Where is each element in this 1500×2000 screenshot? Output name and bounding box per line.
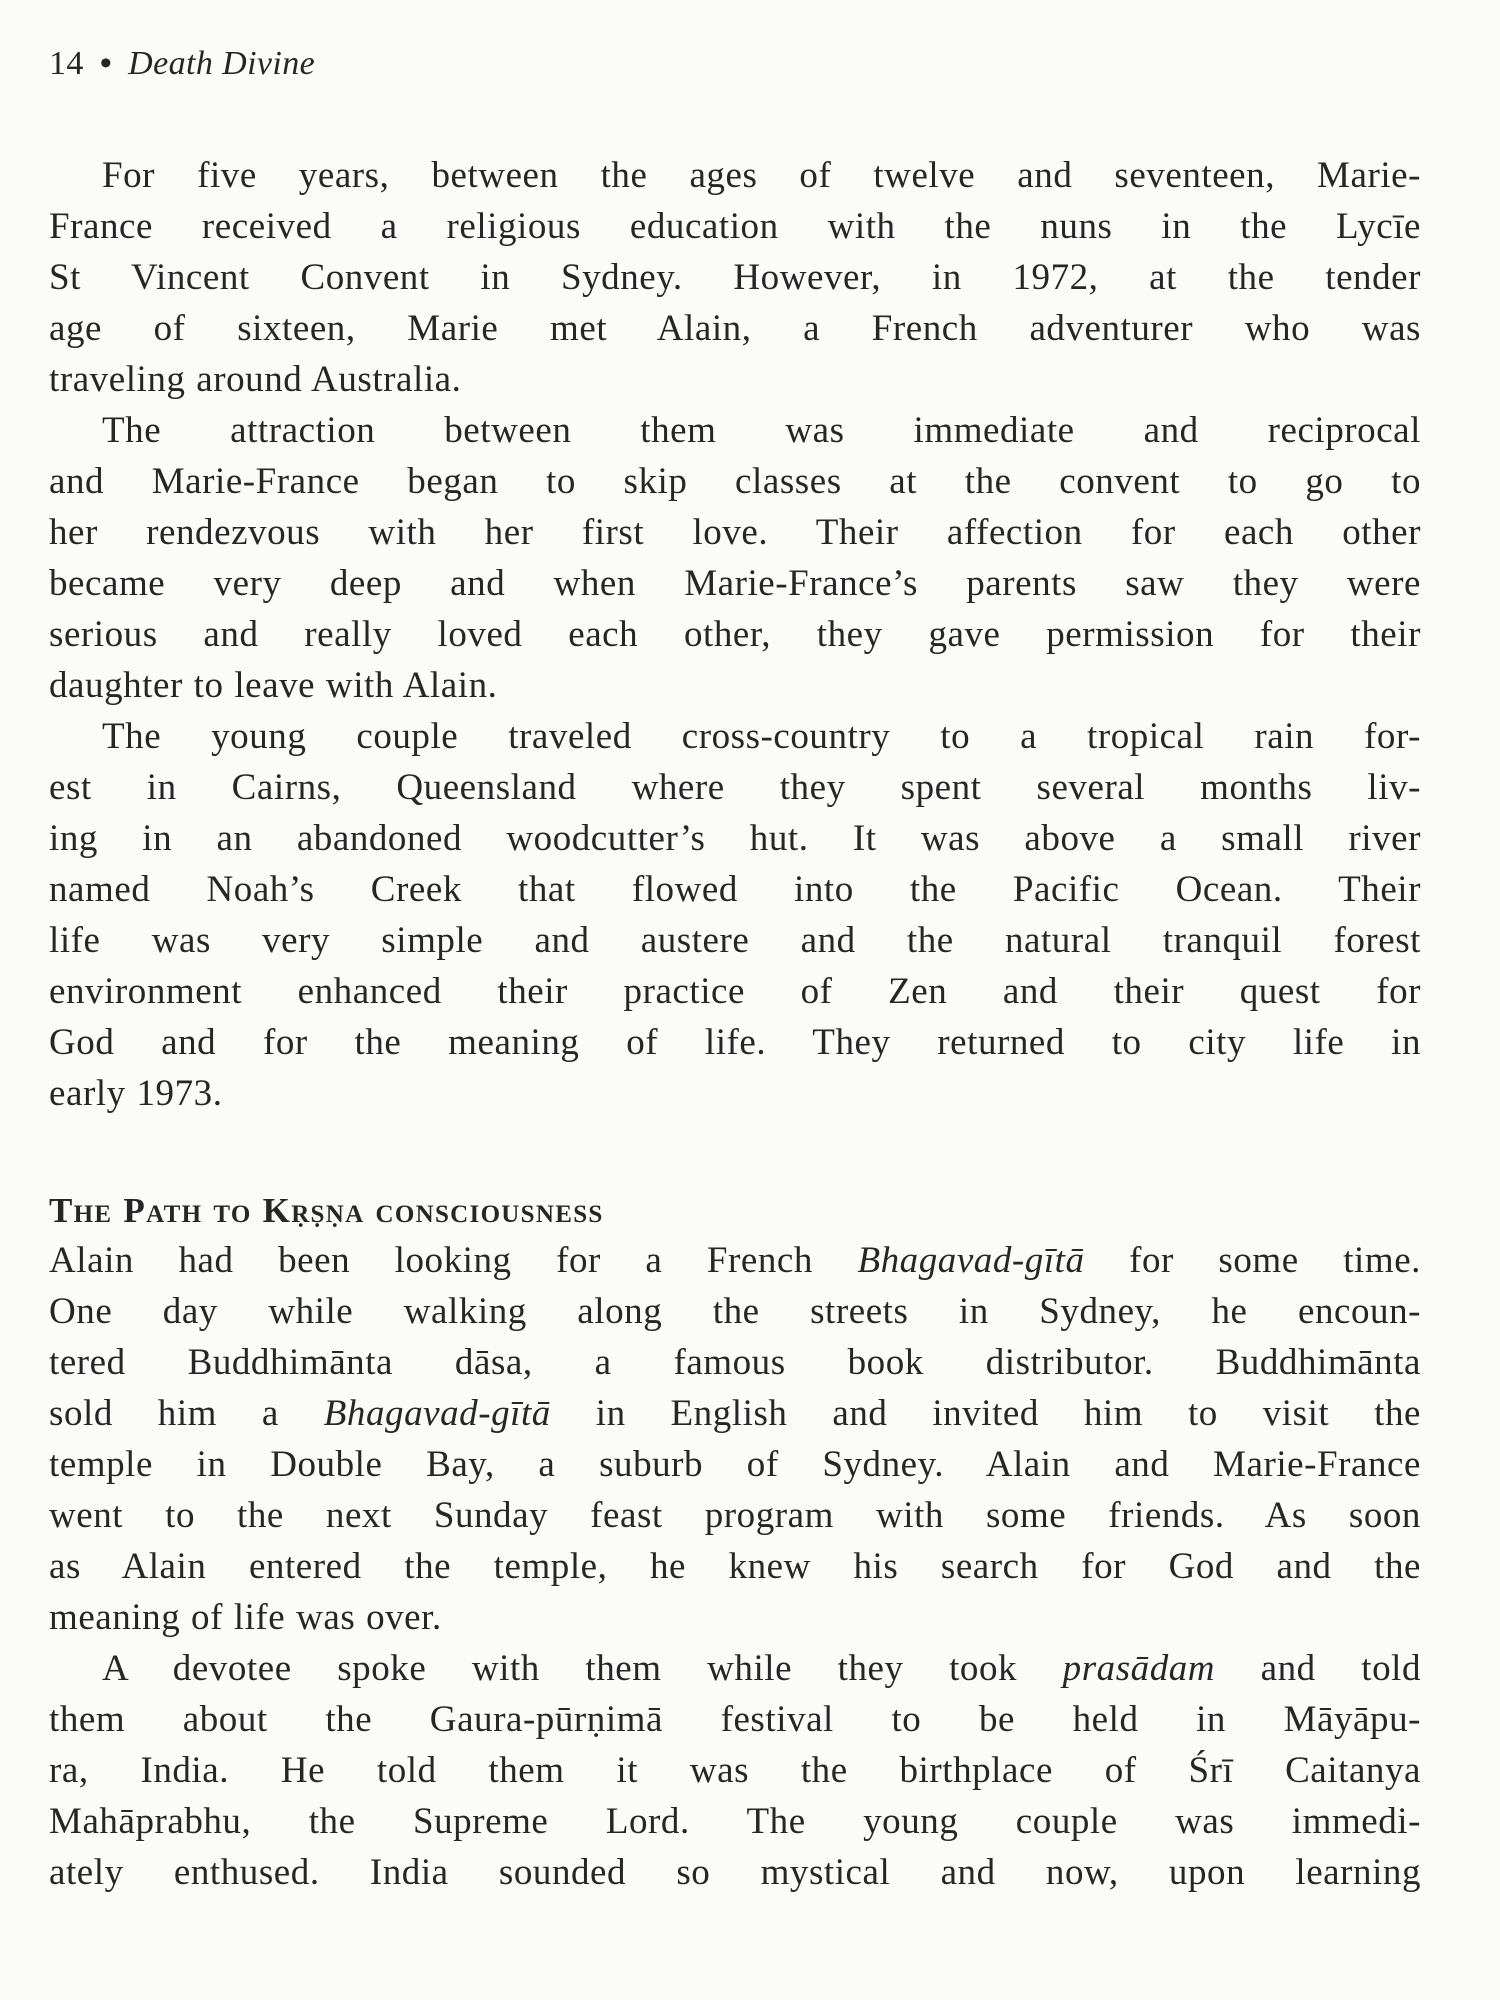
paragraph-5-line-1-text-b: and told	[1215, 1648, 1422, 1689]
paragraph-4-line-1-italic: Bhagavad-gītā	[857, 1240, 1085, 1281]
paragraph-1-line-5: traveling around Australia.	[49, 359, 462, 400]
paragraph-4-line-2: One day while walking along the streets in Sydney, he encoun-	[49, 1291, 1421, 1332]
paragraph-4-line-1	[49, 1235, 1421, 1286]
book-title: Death Divine	[128, 45, 316, 82]
paragraph-1-line-2: France received a religious education with the nuns in the Lycīe	[49, 206, 1421, 247]
paragraph-2-line-2: and Marie-France began to skip classes at the convent to go to	[49, 461, 1421, 502]
paragraph-1-line-3: St Vincent Convent in Sydney. However, in 1972, at the tender	[49, 257, 1421, 298]
page-number: 14	[49, 45, 84, 82]
paragraph-4-line-4-text-b: in English and invited him to visit the	[550, 1393, 1421, 1434]
paragraph-5-line-1	[49, 1643, 1421, 1694]
paragraph-5-line-4: Mahāprabhu, the Supreme Lord. The young couple was immedi-	[49, 1801, 1421, 1842]
paragraph-5-line-1-italic: prasādam	[1062, 1648, 1216, 1689]
paragraph-4-line-1-text-a: Alain had been looking for a French	[49, 1240, 858, 1281]
body-text	[49, 150, 1421, 1898]
paragraph-4-line-6: went to the next Sunday feast program with some friends. As soon	[49, 1495, 1421, 1536]
paragraph-3-line-2: est in Cairns, Queensland where they spent several months liv-	[49, 767, 1421, 808]
paragraph-4-line-5: temple in Double Bay, a suburb of Sydney. Alain and Marie-France	[49, 1444, 1421, 1485]
paragraph-3-line-1: The young couple traveled cross-country to a tropical rain for-	[102, 716, 1421, 757]
paragraph-3-line-4: named Noah’s Creek that flowed into the Pacific Ocean. Their	[49, 869, 1421, 910]
paragraph-2-line-6: daughter to leave with Alain.	[49, 665, 498, 706]
running-head-separator: •	[99, 45, 113, 82]
paragraph-3-line-5: life was very simple and austere and the natural tranquil forest	[49, 920, 1421, 961]
paragraph-4-line-4-text-a: sold him a	[49, 1393, 324, 1434]
paragraph-2-line-5: serious and really loved each other, they gave permission for their	[49, 614, 1421, 655]
paragraph-3-line-3: ing in an abandoned woodcutter’s hut. It was above a small river	[49, 818, 1421, 859]
paragraph-5-line-2: them about the Gaura-pūrṇimā festival to be held in Māyāpu-	[49, 1699, 1421, 1740]
paragraph-4-line-4	[49, 1388, 1421, 1439]
section-spacer	[49, 1119, 1421, 1170]
paragraph-2-line-1: The attraction between them was immediate and reciprocal	[102, 410, 1421, 451]
paragraph-4-line-1-text-b: for some time.	[1084, 1240, 1421, 1281]
paragraph-2-line-4: became very deep and when Marie-France’s parents saw they were	[49, 563, 1421, 604]
running-head	[49, 44, 315, 84]
paragraph-3-line-6: environment enhanced their practice of Zen and their quest for	[49, 971, 1421, 1012]
paragraph-3-line-8: early 1973.	[49, 1073, 223, 1114]
paragraph-5-line-5: ately enthused. India sounded so mystical and now, upon learning	[49, 1852, 1421, 1893]
paragraph-4-line-8: meaning of life was over.	[49, 1597, 442, 1638]
paragraph-3-line-7: God and for the meaning of life. They returned to city life in	[49, 1022, 1421, 1063]
paragraph-2-line-3: her rendezvous with her first love. Their affection for each other	[49, 512, 1421, 553]
paragraph-4-line-3: tered Buddhimānta dāsa, a famous book distributor. Buddhimānta	[49, 1342, 1421, 1383]
paragraph-4-line-7: as Alain entered the temple, he knew his search for God and the	[49, 1546, 1421, 1587]
paragraph-5-line-3: ra, India. He told them it was the birthplace of Śrī Caitanya	[49, 1750, 1421, 1791]
paragraph-1-line-4: age of sixteen, Marie met Alain, a French adventurer who was	[49, 308, 1421, 349]
paragraph-1-line-1: For five years, between the ages of twelve and seventeen, Marie-	[102, 155, 1421, 196]
paragraph-4-line-4-italic: Bhagavad-gītā	[323, 1393, 551, 1434]
section-heading: The Path to Kṛṣṇa consciousness	[49, 1191, 604, 1230]
paragraph-5-line-1-text-a: A devotee spoke with them while they took	[102, 1648, 1063, 1689]
